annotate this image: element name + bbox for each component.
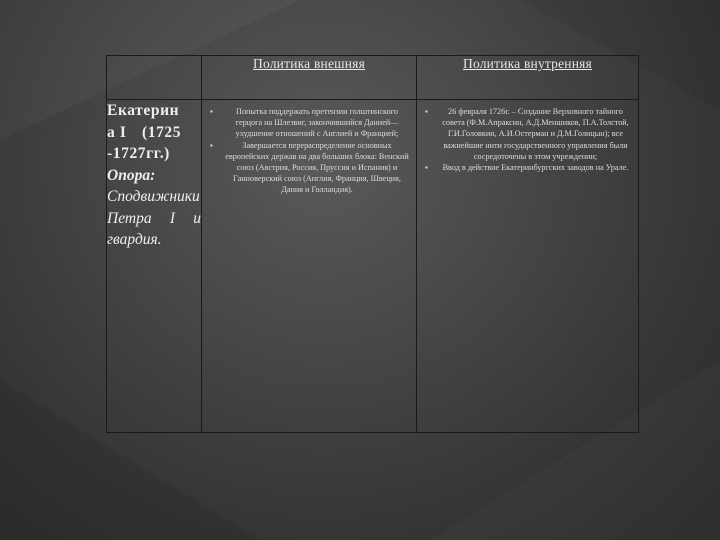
foreign-policy-cell: [202, 100, 417, 433]
list-item: [425, 162, 634, 173]
ruler-name-line1: Екатерин: [107, 102, 180, 119]
bullet-icon: ▪: [425, 163, 428, 173]
ruler-name-line2: а I: [107, 123, 127, 141]
table-header-row: [107, 56, 639, 100]
header-foreign-policy: Политика внешняя: [202, 56, 417, 100]
list-item: [210, 140, 412, 196]
foreign-policy-list: [202, 100, 416, 196]
list-item-text: Ввод в действие Екатеринбургских заводов на Урале.: [442, 163, 629, 173]
domestic-policy-list: [417, 100, 638, 173]
ruler-years-start: (1725: [141, 123, 182, 141]
support-label: Опора:: [107, 166, 156, 184]
bullet-icon: ▪: [425, 107, 428, 116]
list-item: [425, 106, 634, 162]
list-item: [210, 106, 412, 140]
table-row: [107, 100, 639, 433]
list-item-text: 26 февраля 1726г. – Создание Верховного тайного совета (Ф.М.Апраксин, А.Д.Меншиков, П.А.Толстой, Г.И.Головкин, А.И.Остерман и Д.М.Голицын); все важнейшие нити государственного управления были сосредоточены в этом учреждении;: [442, 107, 629, 161]
list-item-text: Завершается перераспределение основных европейских держав на два больших блока: Венский союз (Австрия, Россия, Пруссия и Испания) и Ганноверский союз (Англия, Франция, Швеция, Дания и Голландия).: [225, 140, 409, 195]
bullet-icon: ▪: [210, 107, 213, 116]
support-text: Сподвижники Петра I и гвардия.: [107, 188, 201, 248]
header-empty-cell: [107, 56, 202, 100]
header-domestic-policy: Политика внутренняя: [417, 56, 639, 100]
list-item-text: Попытка поддержать претензии голштинского герцога на Шлезвиг, закончившийся Данией—ухудшение отношений с Англией и Францией;: [235, 107, 399, 139]
ruler-cell: [107, 100, 202, 433]
bullet-icon: ▪: [210, 140, 213, 150]
policy-table: [106, 55, 639, 433]
domestic-policy-cell: [417, 100, 639, 433]
ruler-years-end: -1727гг.): [107, 145, 170, 162]
